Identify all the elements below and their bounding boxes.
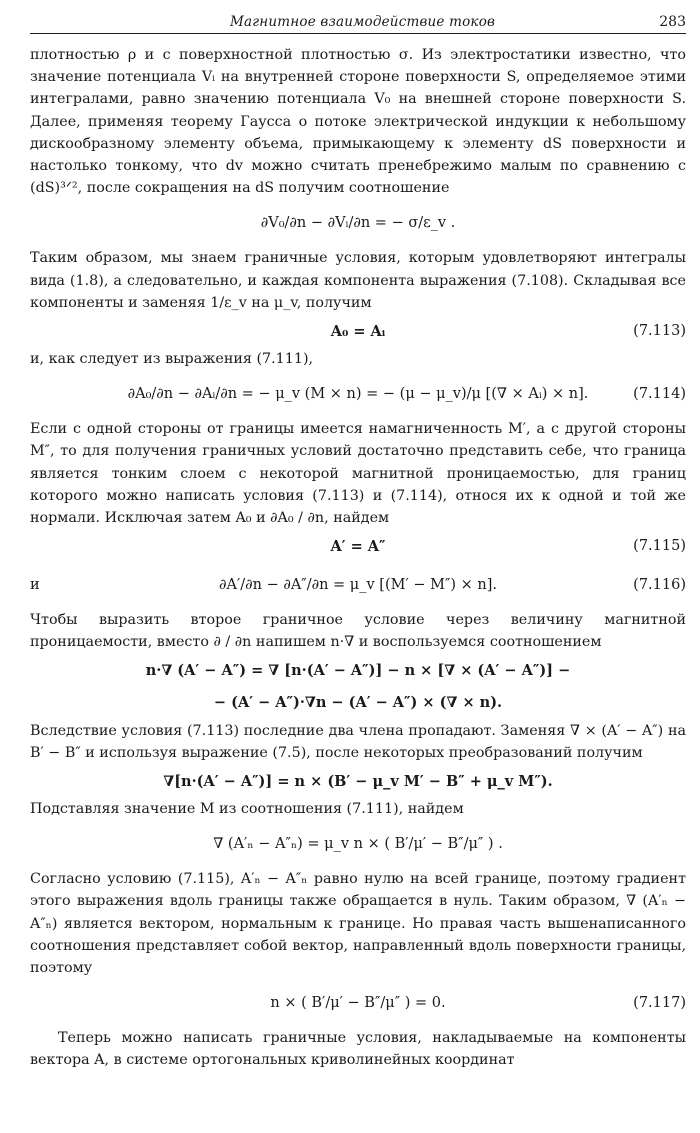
equation-gauss <box>30 201 686 245</box>
equation-identity-line-1-text: n·∇ (A′ − A″) = ∇ [n·(A′ − A″)] − n × [∇ × (A′ − A″)] − <box>145 662 571 680</box>
paragraph-9: Согласно условию (7.115), A′ₙ − A″ₙ равно нулю на всей границе, поэтому градиент этого выражения вдоль границы также обращается в нуль. Таким образом, ∇ (A′ₙ − A″ₙ) является вектором, нормальным к границе. Но правая часть вышенаписанного соотношения представляет собой вектор, направленный вдоль поверхности границы, поэтому <box>30 871 686 977</box>
equation-7-113-text: A₀ = Aᵢ <box>330 322 386 340</box>
equation-7-116-text: ∂A′/∂n − ∂A″/∂n = μ_v [(M′ − M″) × n]. <box>218 577 497 594</box>
page-number: 283 <box>659 14 686 30</box>
running-header <box>30 14 686 34</box>
equation-number-7-113: (7.113) <box>633 323 686 340</box>
equation-7-115-text: A′ = A″ <box>330 537 386 555</box>
equation-7-115 <box>30 531 686 561</box>
equation-7-117 <box>30 981 686 1025</box>
running-title: Магнитное взаимодействие токов <box>230 14 496 30</box>
equation-number-7-116: (7.116) <box>633 577 686 594</box>
equation-number-7-115: (7.115) <box>633 538 686 555</box>
equation-number-7-117: (7.117) <box>633 995 686 1012</box>
equation-7-114 <box>30 372 686 416</box>
equation-grad-an-text: ∇ (A′ₙ − A″ₙ) = μ_v n × ( B′/μ′ − B″/μ″ ) . <box>213 836 503 853</box>
equation-7-117-text: n × ( B′/μ′ − B″/μ″ ) = 0. <box>270 995 446 1012</box>
equation-grad-relation-text: ∇[n·(A′ − A″)] = n × (B′ − μ_v M′ − B″ + μ_v M″). <box>163 772 553 790</box>
paragraph-1: плотностью ρ и с поверхностной плотностью σ. Из электростатики известно, что значение потенциала Vᵢ на внутренней стороне поверхности S, определяемое этими интегралами, равно значению потенциала V₀ на внешней стороне поверхности S. Далее, применяя теорему Гаусса о потоке электрической индукции к небольшому дискообразному элементу объема, примыкающему к элементу dS поверхности и настолько тонкому, что dv можно считать пренебрежимо малым по сравнению с (dS)³ᐟ², после сокращения на dS получим соотношение <box>30 47 686 197</box>
paragraph-10: Теперь можно написать граничные условия, накладываемые на компоненты вектора A, в системе ортогональных криволинейных координат <box>30 1030 686 1069</box>
paragraph-6: Чтобы выразить второе граничное условие через величину магнитной проницаемости, вместо ∂ / ∂n напишем n·∇ и воспользуемся соотношением <box>30 612 686 651</box>
equation-7-116 <box>30 563 686 607</box>
equation-grad-an <box>30 822 686 866</box>
equation-identity-line-2 <box>30 688 686 718</box>
paragraph-3: и, как следует из выражения (7.111), <box>30 351 314 368</box>
equation-7-113 <box>30 316 686 346</box>
equation-grad-relation <box>30 766 686 796</box>
equation-number-7-114: (7.114) <box>633 386 686 403</box>
paragraph-8: Подставляя значение M из соотношения (7.111), найдем <box>30 801 464 818</box>
paragraph-2: Таким образом, мы знаем граничные условия, которым удовлетворяют интегралы вида (1.8), а следовательно, и каждая компонента выражения (7.108). Складывая все компоненты и заменяя 1/ε_v на μ_v, получим <box>30 250 686 311</box>
conjunction-and: и <box>30 577 40 594</box>
page <box>30 14 686 1072</box>
paragraph-7: Вследствие условия (7.113) последние два члена пропадают. Заменяя ∇ × (A′ − A″) на B′ − B″ и используя выражение (7.5), после некоторых преобразований получим <box>30 722 686 761</box>
equation-7-114-text: ∂A₀/∂n − ∂Aᵢ/∂n = − μ_v (M × n) = − (μ − μ_v)/μ [(∇ × Aᵢ) × n]. <box>127 386 589 403</box>
paragraph-4: Если с одной стороны от границы имеется намагниченность M′, а с другой стороны M″, то для получения граничных условий достаточно представить себе, что граница является тонким слоем с некоторой магнитной проницаемостью, для границ которого можно написать условия (7.113) и (7.114), относя их к одной и той же нормали. Исключая затем A₀ и ∂A₀ / ∂n, найдем <box>30 421 686 527</box>
equation-identity-line-2-text: − (A′ − A″)·∇n − (A′ − A″) × (∇ × n). <box>213 694 503 712</box>
equation-gauss-text: ∂V₀/∂n − ∂Vᵢ/∂n = − σ/ε_v . <box>260 215 456 232</box>
equation-identity-line-1 <box>30 656 686 686</box>
